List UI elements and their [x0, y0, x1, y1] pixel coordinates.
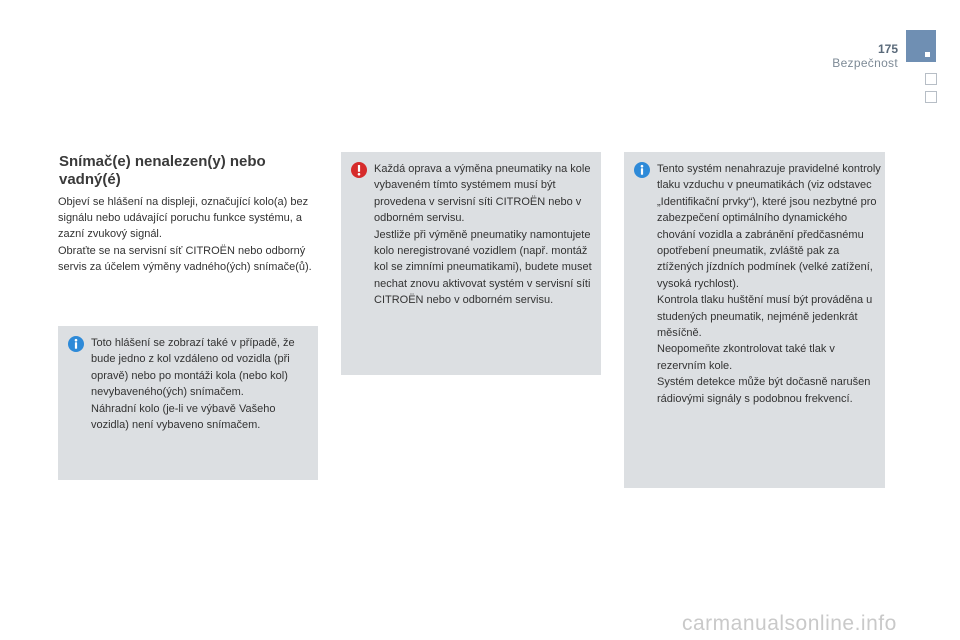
note-paragraph: Jestliže při výměně pneumatiky namontujete kolo neregistrované vozidlem (např. montáž kol se zimními pneumatikami), budete muset nechat znovu aktivovat systém v servisní síti CITROËN nebo v odborném servisu. [374, 228, 592, 307]
note-paragraph: Tento systém nenahrazuje pravidelné kontroly tlaku vzduchu v pneumatikách (viz odstavec „Identifikační prvky“), které jsou nezbytné pro zabezpečení optimálního dynamického chování vozidla a zabránění předčasnému opotřebení pneumatik, zvláště pak za ztížených jízdních podmínek (velké zatížení, vysoká rychlost). [657, 163, 881, 290]
body-text [58, 194, 320, 275]
info-note-box [624, 152, 885, 488]
section-tab-1[interactable] [925, 73, 937, 85]
note-paragraph: Každá oprava a výměna pneumatiky na kole vybaveném tímto systémem musí být provedena v servisní síti CITROËN nebo v odborném servisu. [374, 163, 591, 225]
warning-icon [351, 162, 367, 178]
note-paragraph: Neopomeňte zkontrolovat také tlak v rezervním kole. [657, 343, 835, 372]
body-paragraph: Objeví se hlášení na displeji, označující kolo(a) bez signálu nebo udávající poruchu funkce systému, a zazní zvukový signál. [58, 196, 309, 241]
watermark: carmanualsonline.info [682, 612, 897, 635]
info-icon [634, 162, 650, 178]
note-paragraph: Systém detekce může být dočasně narušen rádiovými signály s podobnou frekvencí. [657, 376, 871, 405]
note-text [657, 161, 881, 407]
note-paragraph: Náhradní kolo (je-li ve výbavě Vašeho vozidla) není vybaveno snímačem. [91, 402, 276, 432]
section-tab-2[interactable] [925, 91, 937, 103]
tab-marker [925, 52, 930, 57]
section-label: Bezpečnost [832, 56, 898, 70]
section-tab-active[interactable] [906, 30, 936, 62]
note-text [91, 335, 311, 433]
info-note-box [58, 326, 318, 480]
note-paragraph: Kontrola tlaku huštění musí být prováděna u studených pneumatik, nejméně jedenkrát měsíčně. [657, 294, 873, 340]
page-number: 175 [877, 42, 898, 56]
note-text [374, 161, 596, 309]
note-paragraph: Toto hlášení se zobrazí také v případě, že bude jedno z kol vzdáleno od vozidla (při opravě) nebo po montáži kola (nebo kol) nevybaveného(ých) snímačem. [91, 337, 295, 399]
section-heading: Snímač(e) nenalezen(y) nebo vadný(é) [59, 153, 266, 188]
warning-note-box [341, 152, 601, 375]
body-paragraph: Obraťte se na servisní síť CITROËN nebo odborný servis za účelem výměny vadného(ých) snímače(ů). [58, 244, 312, 273]
info-icon [68, 336, 84, 352]
